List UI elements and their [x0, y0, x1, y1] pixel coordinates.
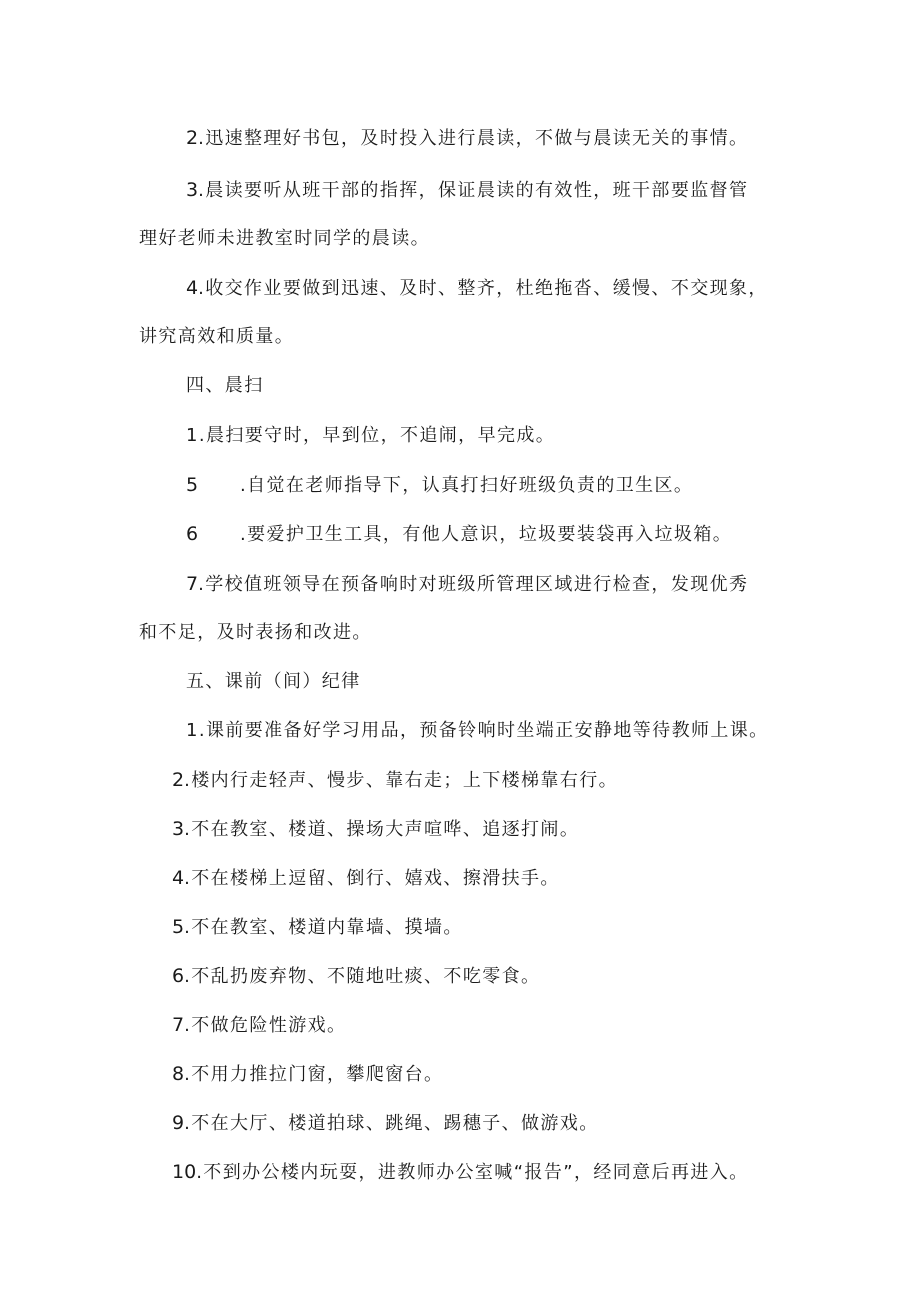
rule-line: [186, 473, 693, 498]
item-text: .学校值班领导在预备响时对班级所管理区域进行检查，发现优秀: [198, 574, 749, 595]
rule-line: [172, 1160, 749, 1185]
item-number: 4: [172, 867, 185, 889]
item-text: .不在楼梯上逗留、倒行、嬉戏、擦滑扶手。: [184, 868, 560, 889]
item-text: .不做危险性游戏。: [184, 1015, 347, 1036]
item-text: .不在教室、楼道、操场大声喧哗、追逐打闹。: [184, 819, 580, 840]
item-number: 10: [172, 1161, 197, 1183]
rule-line: [172, 964, 540, 989]
item-text: 理好老师未进教室时同学的晨读。: [139, 228, 430, 249]
item-number: 9: [172, 1112, 185, 1134]
rule-line-continuation: [139, 227, 430, 251]
rule-line: [186, 276, 768, 301]
item-text: .自觉在老师指导下，认真打扫好班级负责的卫生区。: [240, 475, 694, 496]
item-number: 2: [172, 769, 185, 791]
item-number: 7: [186, 573, 199, 595]
rule-line: [186, 719, 769, 743]
item-text: .晨读要听从班干部的指挥，保证晨读的有效性，班干部要监督管: [198, 180, 749, 201]
item-text: .不到办公楼内玩耍，进教师办公室喊“报告”，经同意后再进入。: [196, 1162, 749, 1183]
item-number: 6: [172, 965, 185, 987]
item-text: .要爱护卫生工具，有他人意识，垃圾要装袋再入垃圾箱。: [240, 524, 733, 545]
item-number: 4: [186, 277, 199, 299]
item-text: .不乱扔废弃物、不随地吐痰、不吃零食。: [184, 966, 541, 987]
rule-line: [172, 915, 463, 940]
rule-line: [186, 126, 748, 151]
rule-line: [172, 1111, 599, 1136]
rule-line: [186, 178, 748, 203]
rule-line: [172, 1062, 443, 1087]
item-text: 1.晨扫要守时，早到位，不追闹，早完成。: [186, 425, 556, 446]
section-title: 五、课前（间）纪律: [186, 671, 361, 692]
item-text: 和不足，及时表扬和改进。: [139, 622, 372, 643]
rule-line-continuation: [139, 325, 294, 349]
rule-line: [186, 522, 732, 547]
item-number: 5: [172, 916, 185, 938]
rule-line: [172, 866, 560, 891]
item-text: 讲究高效和质量。: [139, 326, 295, 347]
item-number: 5: [186, 474, 199, 496]
rule-line: [186, 424, 555, 448]
item-number: 7: [172, 1014, 185, 1036]
section-title: 四、晨扫: [186, 375, 264, 396]
item-text: .不用力推拉门窗，攀爬窗台。: [184, 1064, 444, 1085]
item-number: 8: [172, 1063, 185, 1085]
section-heading: [186, 374, 264, 398]
item-text: .迅速整理好书包，及时投入进行晨读，不做与晨读无关的事情。: [198, 128, 749, 149]
rule-line-continuation: [139, 621, 372, 645]
rule-line: [172, 768, 618, 793]
item-text: .不在教室、楼道内靠墙、摸墙。: [184, 917, 463, 938]
item-text: .楼内行走轻声、慢步、靠右走；上下楼梯靠右行。: [184, 770, 619, 791]
rule-line: [186, 572, 748, 597]
rule-line: [172, 817, 579, 842]
item-number: 3: [172, 818, 185, 840]
rule-line: [172, 1013, 346, 1038]
item-number: 3: [186, 179, 199, 201]
item-text: .不在大厅、楼道拍球、跳绳、踢穗子、做游戏。: [184, 1113, 599, 1134]
section-heading: [186, 670, 361, 694]
item-number: 6: [186, 523, 199, 545]
item-text: 1.课前要准备好学习用品，预备铃响时坐端正安静地等待教师上课。: [186, 720, 769, 741]
item-text: .收交作业要做到迅速、及时、整齐，杜绝拖沓、缓慢、不交现象，: [198, 278, 768, 299]
item-number: 2: [186, 127, 199, 149]
